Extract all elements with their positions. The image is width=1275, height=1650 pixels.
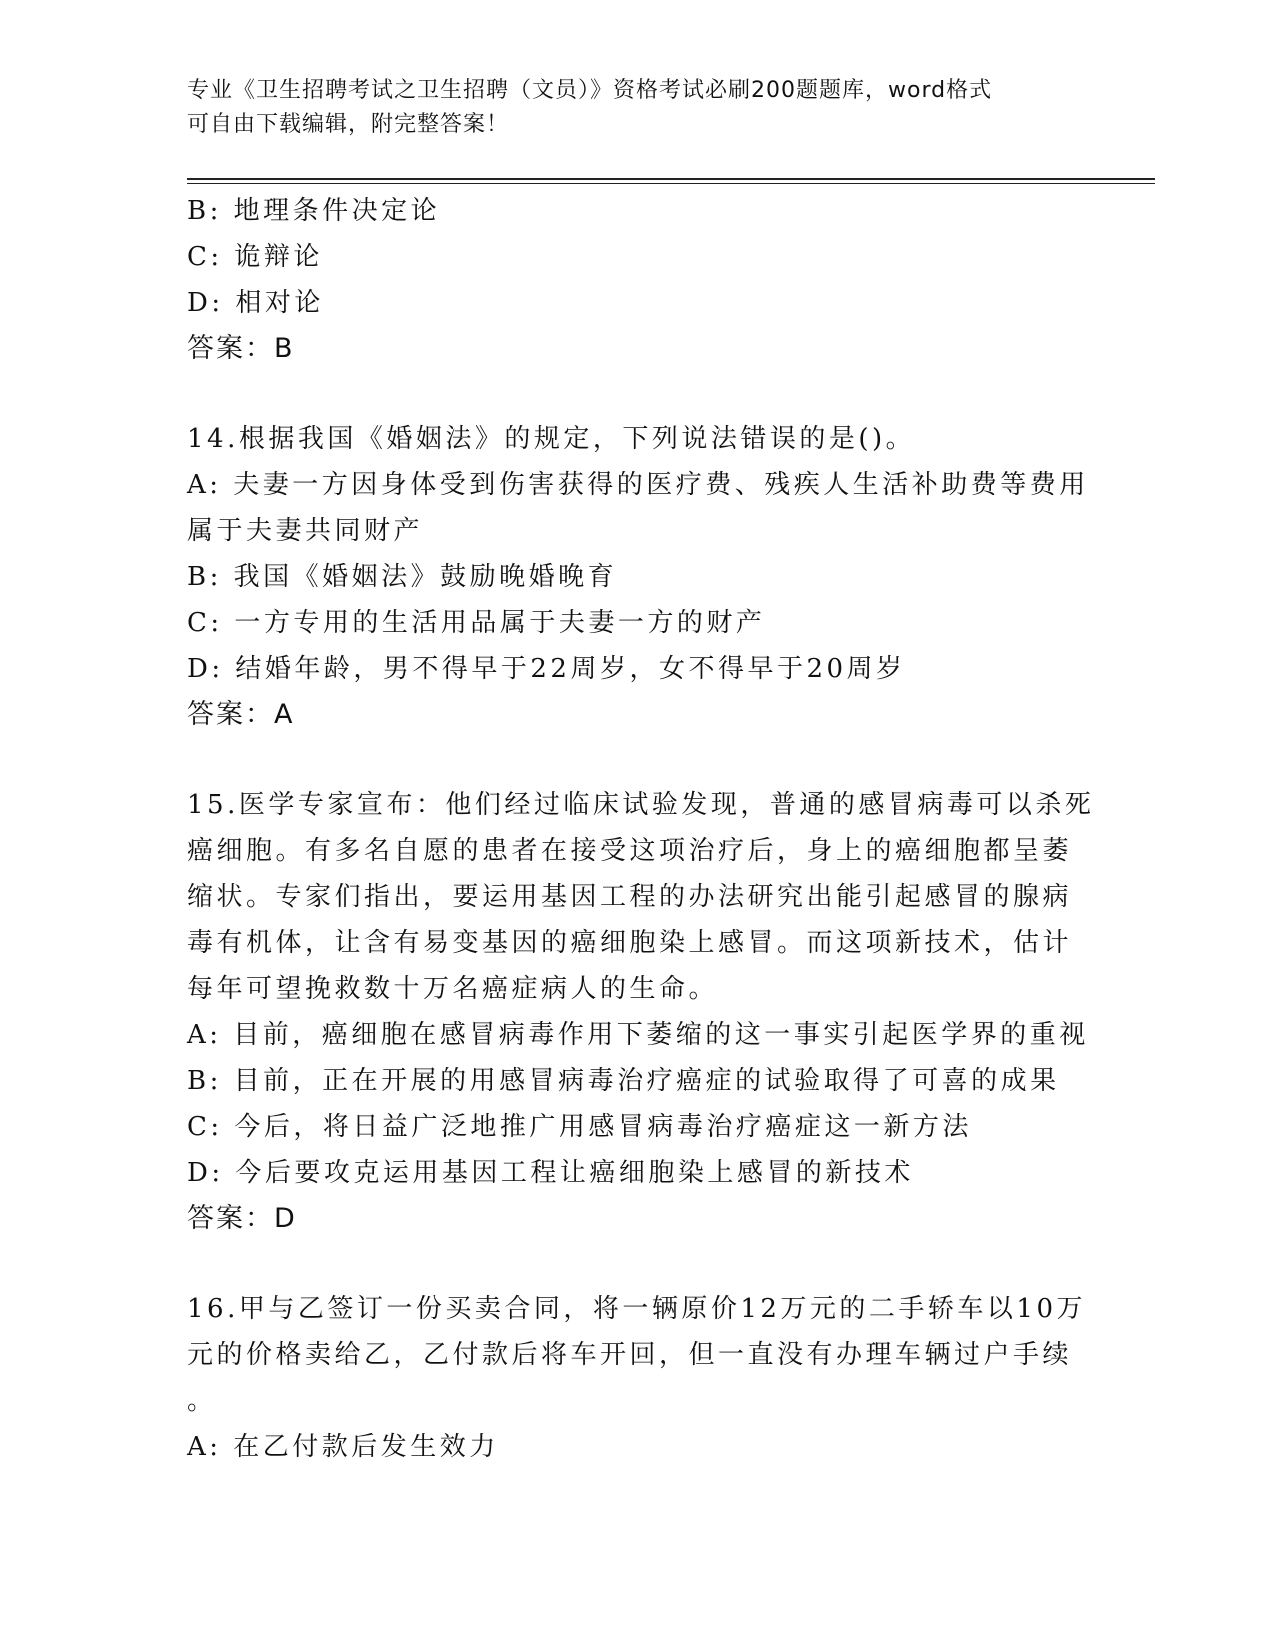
option-a-line-1: A: 夫妻一方因身体受到伤害获得的医疗费、残疾人生活补助费等费用	[187, 470, 1089, 500]
document-header	[187, 74, 1087, 142]
option-b: B: 我国《婚姻法》鼓励晚婚晚育	[187, 562, 618, 592]
option-a: A: 在乙付款后发生效力	[187, 1432, 499, 1462]
question-stem-line-1: 15.医学专家宣布：他们经过临床试验发现，普通的感冒病毒可以杀死	[187, 790, 1095, 820]
option-d: D: 今后要攻克运用基因工程让癌细胞染上感冒的新技术	[187, 1158, 914, 1188]
question-stem-line-4: 毒有机体，让含有易变基因的癌细胞染上感冒。而这项新技术，估计	[187, 928, 1073, 958]
header-divider-thin	[187, 183, 1155, 184]
spacer	[187, 372, 1087, 416]
question-stem-line-2: 元的价格卖给乙，乙付款后将车开回，但一直没有办理车辆过户手续	[187, 1340, 1073, 1370]
answer-line: 答案：D	[187, 1203, 297, 1234]
question-13-remainder	[187, 188, 1087, 372]
question-stem-line-2: 癌细胞。有多名自愿的患者在接受这项治疗后，身上的癌细胞都呈萎	[187, 836, 1073, 866]
answer-line: 答案：B	[187, 333, 295, 364]
header-divider-thick	[187, 178, 1155, 180]
question-content	[187, 188, 1095, 1470]
option-a: A: 目前，癌细胞在感冒病毒作用下萎缩的这一事实引起医学界的重视	[187, 1020, 1089, 1050]
question-14	[187, 416, 1087, 738]
spacer	[187, 738, 1087, 782]
question-stem-line-3: 。	[187, 1386, 217, 1416]
header-line-2: 可自由下载编辑，附完整答案！	[187, 112, 510, 137]
question-15	[187, 782, 1095, 1242]
option-c: C: 今后，将日益广泛地推广用感冒病毒治疗癌症这一新方法	[187, 1112, 972, 1142]
question-stem-line-1: 16.甲与乙签订一份买卖合同，将一辆原价12万元的二手轿车以10万	[187, 1294, 1087, 1324]
option-c: C: 诡辩论	[187, 242, 323, 272]
spacer	[187, 1242, 1087, 1286]
question-16	[187, 1286, 1087, 1470]
option-a-line-2: 属于夫妻共同财产	[187, 516, 424, 546]
question-stem: 14.根据我国《婚姻法》的规定，下列说法错误的是()。	[187, 424, 916, 454]
answer-line: 答案：A	[187, 699, 295, 730]
option-b: B: 地理条件决定论	[187, 196, 441, 226]
question-stem-line-5: 每年可望挽救数十万名癌症病人的生命。	[187, 974, 719, 1004]
option-d: D: 结婚年龄，男不得早于22周岁，女不得早于20周岁	[187, 654, 906, 684]
option-d: D: 相对论	[187, 288, 324, 318]
option-c: C: 一方专用的生活用品属于夫妻一方的财产	[187, 608, 766, 638]
question-stem-line-3: 缩状。专家们指出，要运用基因工程的办法研究出能引起感冒的腺病	[187, 882, 1073, 912]
header-line-1: 专业《卫生招聘考试之卫生招聘（文员）》资格考试必刷200题题库，word格式	[187, 78, 993, 103]
option-b: B: 目前，正在开展的用感冒病毒治疗癌症的试验取得了可喜的成果	[187, 1066, 1060, 1096]
